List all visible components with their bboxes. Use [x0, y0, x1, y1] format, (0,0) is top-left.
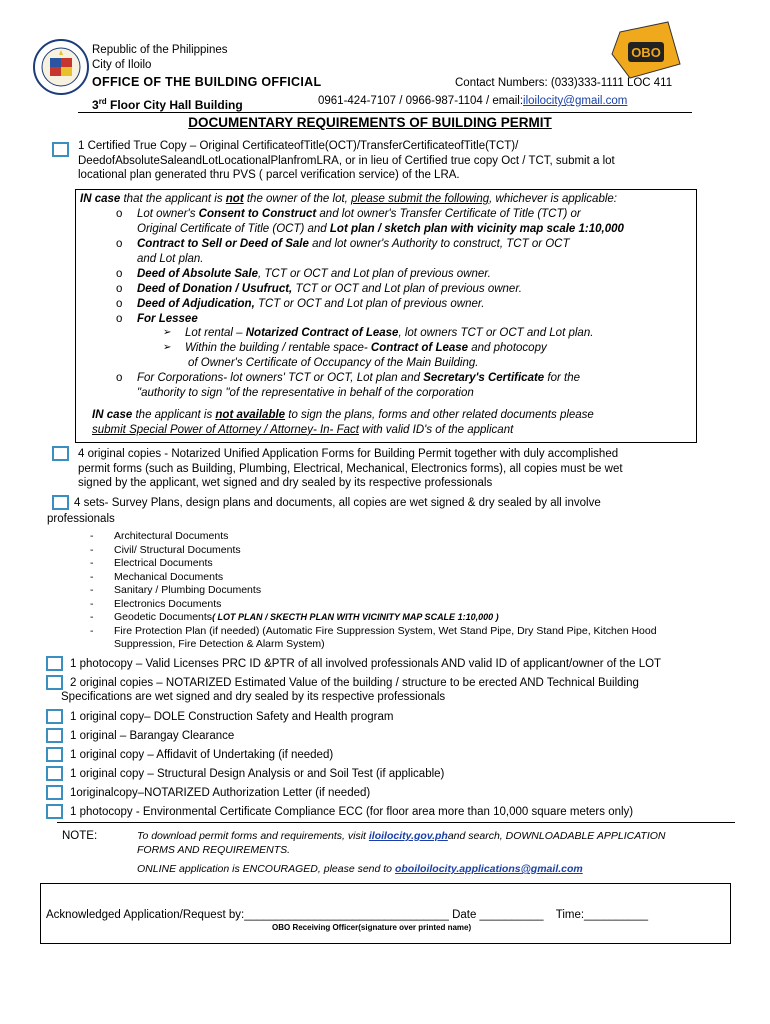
req2-text: 4 original copies - Notarized Unified Application Forms for Building Permit together with duly accomplished permit forms (such as Building, Plumbing, Electrical, Mechanical, Electronics forms), all copies must be wet signed by the applicant, wet signed and dry sealed by its respective professionals	[78, 448, 623, 489]
item2-text-cont: Specifications are wet signed and dry sealed by its respective professionals	[61, 691, 446, 703]
contact-email-link[interactable]: iloilocity@gmail.com	[523, 95, 628, 107]
obo-logo	[610, 20, 682, 82]
list-item: - Electrical Documents	[90, 557, 213, 569]
header-floor: 3rd Floor City Hall Building	[92, 97, 243, 112]
item2-text: 2 original copies – NOTARIZED Estimated Value of the building / structure to be erected AND Technical Building	[70, 677, 639, 689]
req3-text: 4 sets- Survey Plans, design plans and documents, all copies are wet signed & dry sealed by all involve	[74, 497, 601, 509]
bullet-consent: Lot owner's Consent to Construct and lot owner's Transfer Certificate of Title (TCT) or Original Certificate of Title (OCT) and Lot plan / sketch plan with vicinity map scale 1:10,000	[137, 208, 624, 235]
contact-numbers: Contact Numbers: (033)333-1111 LOC 411	[455, 77, 673, 89]
req3-text-cont: professionals	[47, 513, 115, 525]
header-country: Republic of the Philippines	[92, 44, 228, 56]
header-city: City of Iloilo	[92, 59, 152, 71]
lessee-within-building: Within the building / rentable space- Contract of Lease and photocopy of Owner's Certificate of Occupancy of the Main Building.	[185, 342, 547, 369]
req2-checkbox[interactable]	[52, 446, 69, 461]
ack-signature-line[interactable]: ________________________________	[244, 909, 449, 921]
page-title: DOCUMENTARY REQUIREMENTS OF BUILDING PERMIT	[188, 115, 552, 130]
list-item-cont: Suppression, Fire Detection & Alarm System)	[114, 638, 325, 650]
list-item: - Civil/ Structural Documents	[90, 543, 241, 556]
list-item: - Mechanical Documents	[90, 570, 224, 583]
email-link[interactable]: oboiloilocity.applications@gmail.com	[394, 863, 583, 875]
header-rule	[78, 112, 692, 113]
req1-checkbox[interactable]	[52, 142, 69, 157]
list-item: - Architectural Documents	[90, 530, 229, 542]
bullet-marker: o	[116, 313, 123, 325]
ack-date[interactable]: Date __________	[452, 909, 544, 921]
bullet-donation: Deed of Donation / Usufruct, TCT or OCT and Lot plan of previous owner.	[137, 283, 522, 295]
city-seal	[32, 38, 90, 96]
item6-text: 1 original copy – Structural Design Analysis or and Soil Test (if applicable)	[70, 768, 445, 780]
bullet-marker: o	[116, 298, 123, 310]
list-item: - Fire Protection Plan (if needed) (Automatic Fire Suppression System, Wet Stand Pipe, Dry Stand Pipe, Kitchen Hood	[90, 624, 657, 637]
bullet-marker: o	[116, 283, 123, 295]
bullet-marker: o	[116, 268, 123, 280]
list-item: - Sanitary / Plumbing Documents	[90, 584, 262, 596]
item3-checkbox[interactable]	[46, 709, 63, 724]
req1-text: 1 Certified True Copy – Original CertificateofTitle(OCT)/TransferCertificateofTitle(TCT)/ DeedofAbsoluteSaleandLotLocationalPlanfromLRA, or in lieu of Certified true copy Oct / TCT, submit a lot locational plan generated thru PVS ( parcel verification service) of the LRA.	[78, 140, 615, 181]
bullet-marker: o	[116, 208, 123, 220]
lessee-lot-rental: Lot rental – Notarized Contract of Lease, lot owners TCT or OCT and Lot plan.	[185, 327, 594, 339]
item8-checkbox[interactable]	[46, 804, 63, 819]
item2-checkbox[interactable]	[46, 675, 63, 690]
incase-heading: IN case that the applicant is not the owner of the lot, please submit the following, whichever is applicable:	[80, 193, 617, 205]
bullet-corporations: For Corporations- lot owners' TCT or OCT, Lot plan and Secretary's Certificate for the "authority to sign "of the representative in behalf of the corporation	[137, 372, 581, 399]
note-text: To download permit forms and requirements, visit iloilocity.gov.phand search, DOWNLOADABLE APPLICATION FORMS AND REQUIREMENTS. ONLINE application is ENCOURAGED, please send to oboiloilocity.applications@gmail.com	[137, 830, 666, 875]
item5-text: 1 original copy – Affidavit of Undertaking (if needed)	[70, 749, 334, 761]
documents-list	[90, 530, 710, 652]
arrow-icon: ➢	[163, 327, 172, 338]
bullet-absolute-sale: Deed of Absolute Sale, TCT or OCT and Lot plan of previous owner.	[137, 268, 491, 280]
website-link[interactable]: iloilocity.gov.ph	[368, 830, 448, 842]
ack-caption: OBO Receiving Officer(signature over printed name)	[272, 923, 472, 932]
arrow-icon: ➢	[163, 342, 172, 353]
bullet-adjudication: Deed of Adjudication, TCT or OCT and Lot plan of previous owner.	[137, 298, 485, 310]
list-item: - Geodetic Documents( LOT PLAN / SKECTH PLAN WITH VICINITY MAP SCALE 1:10,000 )	[90, 611, 499, 623]
item4-checkbox[interactable]	[46, 728, 63, 743]
header-office: OFFICE OF THE BUILDING OFFICIAL	[92, 75, 322, 89]
bullet-marker: o	[116, 372, 123, 384]
item7-text: 1originalcopy–NOTARIZED Authorization Letter (if needed)	[70, 787, 371, 799]
item6-checkbox[interactable]	[46, 766, 63, 781]
item3-text: 1 original copy– DOLE Construction Safety and Health program	[70, 711, 394, 723]
logo-text: OBO	[631, 45, 661, 60]
item1-checkbox[interactable]	[46, 656, 63, 671]
ack-label: Acknowledged Application/Request by:	[46, 909, 245, 921]
item4-text: 1 original – Barangay Clearance	[70, 730, 235, 742]
req3-checkbox[interactable]	[52, 495, 69, 510]
bullet-lessee: For Lessee	[137, 313, 198, 325]
ack-time[interactable]: Time:__________	[555, 909, 648, 921]
item8-text: 1 photocopy - Environmental Certificate Compliance ECC (for floor area more than 10,000 square meters only)	[70, 806, 634, 818]
list-item: - Electronics Documents	[90, 597, 222, 610]
item1-text: 1 photocopy – Valid Licenses PRC ID &PTR of all involved professionals AND valid ID of applicant/owner of the LOT	[70, 658, 662, 670]
item5-checkbox[interactable]	[46, 747, 63, 762]
contact-line2: 0961-424-7107 / 0966-987-1104 / email:iloilocity@gmail.com	[318, 95, 628, 107]
ack-row	[46, 908, 648, 923]
item7-checkbox[interactable]	[46, 785, 63, 800]
items-rule	[57, 822, 735, 823]
bullet-contract-to-sell: Contract to Sell or Deed of Sale and lot owner's Authority to construct, TCT or OCT and Lot plan.	[137, 238, 570, 265]
note-label: NOTE:	[62, 830, 98, 842]
not-available-notice: IN case the applicant is not available to sign the plans, forms and other related documents please submit Special Power of Attorney / Attorney- In- Fact with valid ID's of the applicant	[92, 409, 594, 436]
bullet-marker: o	[116, 238, 123, 250]
